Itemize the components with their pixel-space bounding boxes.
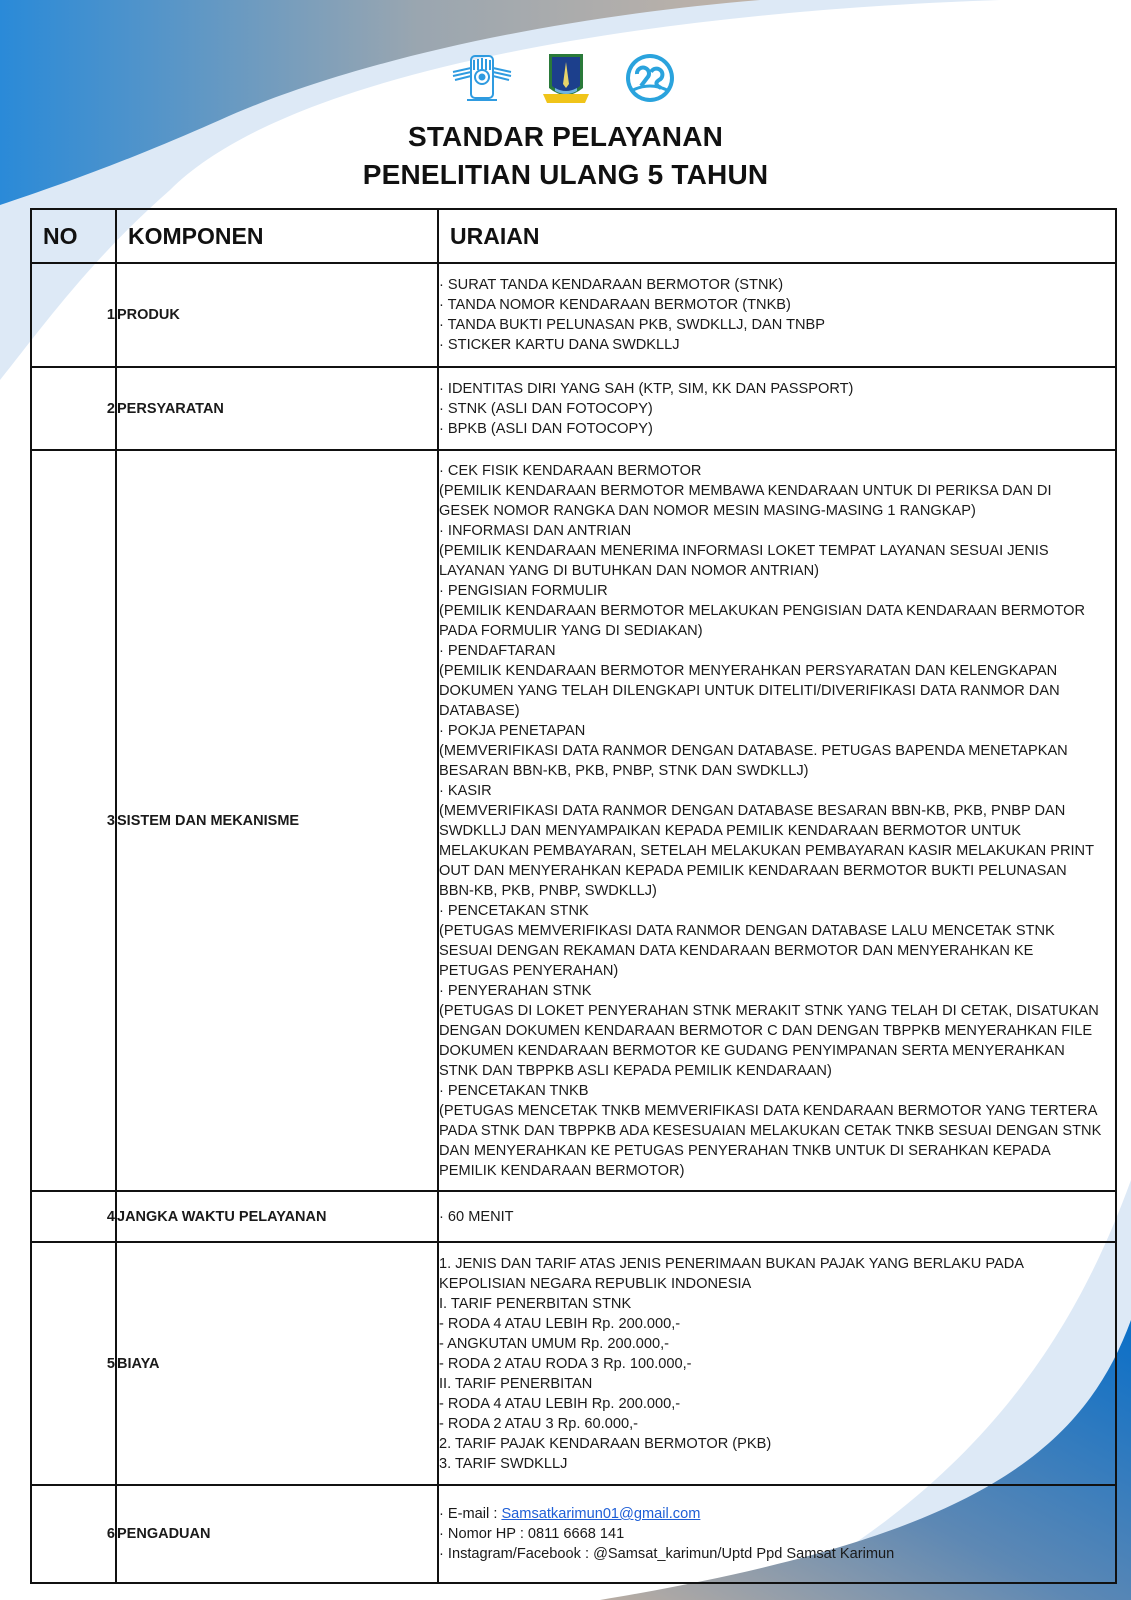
- uraian-line: (PEMILIK KENDARAAN MENERIMA INFORMASI LOKET TEMPAT LAYANAN SESUAI JENIS: [439, 542, 1049, 559]
- uraian-line: DENGAN DOKUMEN KENDARAAN BERMOTOR C DAN DENGAN TBPPKB MENYERAHKAN FILE: [439, 1022, 1093, 1039]
- uraian-line: · CEK FISIK KENDARAAN BERMOTOR: [439, 462, 702, 479]
- header-komponen: KOMPONEN: [116, 209, 438, 263]
- header-no: NO: [31, 209, 116, 263]
- row-number: 6: [31, 1485, 116, 1583]
- row-komponen: SISTEM DAN MEKANISME: [116, 450, 438, 1191]
- uraian-line: · INFORMASI DAN ANTRIAN: [439, 522, 632, 539]
- title-line-2: PENELITIAN ULANG 5 TAHUN: [362, 159, 769, 190]
- uraian-line: KEPOLISIAN NEGARA REPUBLIK INDONESIA: [439, 1275, 752, 1292]
- table-header-row: [31, 209, 1116, 263]
- uraian-line: - RODA 4 ATAU LEBIH Rp. 200.000,-: [439, 1315, 681, 1332]
- uraian-line: DOKUMEN KENDARAAN BERMOTOR KE GUDANG PENYIMPANAN SERTA MENYERAHKAN: [439, 1042, 1065, 1059]
- uraian-line: - RODA 4 ATAU LEBIH Rp. 200.000,-: [439, 1395, 681, 1412]
- uraian-line: · PENYERAHAN STNK: [439, 982, 592, 999]
- uraian-line: 3. TARIF SWDKLLJ: [439, 1455, 568, 1472]
- uraian-line: · TANDA BUKTI PELUNASAN PKB, SWDKLLJ, DAN TNBP: [439, 317, 826, 333]
- header-uraian: URAIAN: [438, 209, 1116, 263]
- page-title: [0, 118, 1131, 194]
- row-uraian: [438, 1242, 1116, 1485]
- uraian-line: SWDKLLJ DAN MENYAMPAIKAN KEPADA PEMILIK KENDARAAN BERMOTOR UNTUK: [439, 822, 1021, 839]
- uraian-line: · PENCETAKAN TNKB: [439, 1082, 589, 1099]
- uraian-line: (PETUGAS MENCETAK TNKB MEMVERIFIKASI DATA KENDARAAN BERMOTOR YANG TERTERA: [439, 1102, 1098, 1119]
- uraian-line: (MEMVERIFIKASI DATA RANMOR DENGAN DATABASE BESARAN BBN-KB, PKB, PNBP DAN: [439, 802, 1066, 819]
- title-line-1: STANDAR PELAYANAN: [407, 121, 724, 152]
- uraian-line: · 60 MENIT: [439, 1208, 514, 1225]
- uraian-line: I. TARIF PENERBITAN STNK: [439, 1295, 632, 1312]
- uraian-line: - RODA 2 ATAU 3 Rp. 60.000,-: [439, 1415, 638, 1432]
- email-label: · E-mail :: [439, 1506, 502, 1522]
- row-komponen: BIAYA: [116, 1242, 438, 1485]
- row-uraian: [438, 450, 1116, 1191]
- service-standard-table: [30, 208, 1117, 1584]
- uraian-line: · KASIR: [439, 782, 492, 799]
- uraian-line: · STNK (ASLI DAN FOTOCOPY): [439, 400, 653, 417]
- uraian-line: LAYANAN YANG DI BUTUHKAN DAN NOMOR ANTRIAN): [439, 562, 820, 579]
- uraian-line: PADA FORMULIR YANG DI SEDIAKAN): [439, 622, 703, 639]
- row-number: 3: [31, 450, 116, 1191]
- uraian-line: DATABASE): [439, 702, 520, 719]
- row-uraian: [438, 1191, 1116, 1242]
- uraian-line: PEMILIK KENDARAAN BERMOTOR): [439, 1162, 685, 1179]
- uraian-line: STNK DAN TBPPKB ASLI KEPADA PEMILIK KENDARAAN): [439, 1062, 832, 1079]
- uraian-line: · TANDA NOMOR KENDARAAN BERMOTOR (TNKB): [439, 297, 791, 313]
- email-link[interactable]: Samsatkarimun01@gmail.com: [501, 1506, 701, 1522]
- table-row: [31, 367, 1116, 450]
- uraian-line: (PETUGAS MEMVERIFIKASI DATA RANMOR DENGAN DATABASE LALU MENCETAK STNK: [439, 922, 1055, 939]
- uraian-line: SESUAI DENGAN REKAMAN DATA KENDARAAN BERMOTOR DAN MENYERAHKAN KE: [439, 942, 1034, 959]
- uraian-line: DAN MENYERAHKAN KE PETUGAS PENYERAHAN TNKB UNTUK DI SERAHKAN KEPADA: [439, 1142, 1051, 1159]
- row-number: 2: [31, 367, 116, 450]
- uraian-line: · PENGISIAN FORMULIR: [439, 582, 608, 599]
- row-komponen: PERSYARATAN: [116, 367, 438, 450]
- row-komponen: PRODUK: [116, 263, 438, 367]
- kepri-province-emblem-icon: [533, 50, 599, 106]
- uraian-line: PADA STNK DAN TBPPKB ADA KESESUAIAN MELAKUKAN CETAK TNKB SESUAI DENGAN STNK: [439, 1122, 1102, 1139]
- uraian-line: DOKUMEN YANG TELAH DILENGKAPI UNTUK DITELITI/DIVERIFIKASI DATA RANMOR DAN: [439, 682, 1060, 699]
- korlantas-emblem-icon: [449, 50, 515, 106]
- uraian-line: 2. TARIF PAJAK KENDARAAN BERMOTOR (PKB): [439, 1435, 772, 1452]
- uraian-line: PETUGAS PENYERAHAN): [439, 962, 619, 979]
- uraian-line: - ANGKUTAN UMUM Rp. 200.000,-: [439, 1335, 670, 1352]
- uraian-line: - RODA 2 ATAU RODA 3 Rp. 100.000,-: [439, 1355, 692, 1372]
- uraian-line: (PEMILIK KENDARAAN BERMOTOR MEMBAWA KENDARAAN UNTUK DI PERIKSA DAN DI: [439, 482, 1052, 499]
- uraian-line: · PENDAFTARAN: [439, 642, 556, 659]
- jasa-raharja-logo-icon: [617, 50, 683, 106]
- table-row: [31, 1485, 1116, 1583]
- uraian-line: (PETUGAS DI LOKET PENYERAHAN STNK MERAKIT STNK YANG TELAH DI CETAK, DISATUKAN: [439, 1002, 1099, 1019]
- table-row: [31, 1191, 1116, 1242]
- uraian-line: · POKJA PENETAPAN: [439, 722, 586, 739]
- uraian-line: 1. JENIS DAN TARIF ATAS JENIS PENERIMAAN BUKAN PAJAK YANG BERLAKU PADA: [439, 1255, 1024, 1272]
- contact-info: [438, 1485, 1116, 1583]
- uraian-line: II. TARIF PENERBITAN: [439, 1375, 593, 1392]
- row-number: 5: [31, 1242, 116, 1485]
- uraian-line: · PENCETAKAN STNK: [439, 902, 589, 919]
- social-line: · Instagram/Facebook : @Samsat_karimun/Uptd Ppd Samsat Karimun: [439, 1546, 895, 1562]
- phone-line: · Nomor HP : 0811 6668 141: [439, 1526, 625, 1542]
- uraian-line: · STICKER KARTU DANA SWDKLLJ: [439, 337, 680, 353]
- row-komponen: PENGADUAN: [116, 1485, 438, 1583]
- uraian-line: BBN-KB, PKB, PNBP, SWDKLLJ): [439, 882, 657, 899]
- table-row: [31, 1242, 1116, 1485]
- uraian-line: (PEMILIK KENDARAAN BERMOTOR MENYERAHKAN PERSYARATAN DAN KELENGKAPAN: [439, 662, 1058, 679]
- uraian-line: MELAKUKAN PEMBAYARAN, SETELAH MELAKUKAN PEMBAYARAN KASIR MELAKUKAN PRINT: [439, 842, 1094, 859]
- row-komponen: JANGKA WAKTU PELAYANAN: [116, 1191, 438, 1242]
- uraian-line: · BPKB (ASLI DAN FOTOCOPY): [439, 420, 653, 437]
- row-number: 4: [31, 1191, 116, 1242]
- uraian-line: · SURAT TANDA KENDARAAN BERMOTOR (STNK): [439, 277, 784, 293]
- uraian-line: (MEMVERIFIKASI DATA RANMOR DENGAN DATABASE. PETUGAS BAPENDA MENETAPKAN: [439, 742, 1068, 759]
- row-uraian: [438, 367, 1116, 450]
- table-row: [31, 263, 1116, 367]
- uraian-line: (PEMILIK KENDARAAN BERMOTOR MELAKUKAN PENGISIAN DATA KENDARAAN BERMOTOR: [439, 602, 1086, 619]
- email-line: [439, 1504, 1115, 1524]
- row-uraian: [438, 263, 1116, 367]
- logo-row: [0, 50, 1131, 110]
- uraian-line: OUT DAN MENYERAHKAN KEPADA PEMILIK KENDARAAN BERMOTOR BUKTI PELUNASAN: [439, 862, 1067, 879]
- table-row: [31, 450, 1116, 1191]
- uraian-line: · IDENTITAS DIRI YANG SAH (KTP, SIM, KK DAN PASSPORT): [439, 380, 854, 397]
- uraian-line: BESARAN BBN-KB, PKB, PNBP, STNK DAN SWDKLLJ): [439, 762, 809, 779]
- row-number: 1: [31, 263, 116, 367]
- uraian-line: GESEK NOMOR RANGKA DAN NOMOR MESIN MASING-MASING 1 RANGKAP): [439, 502, 976, 519]
